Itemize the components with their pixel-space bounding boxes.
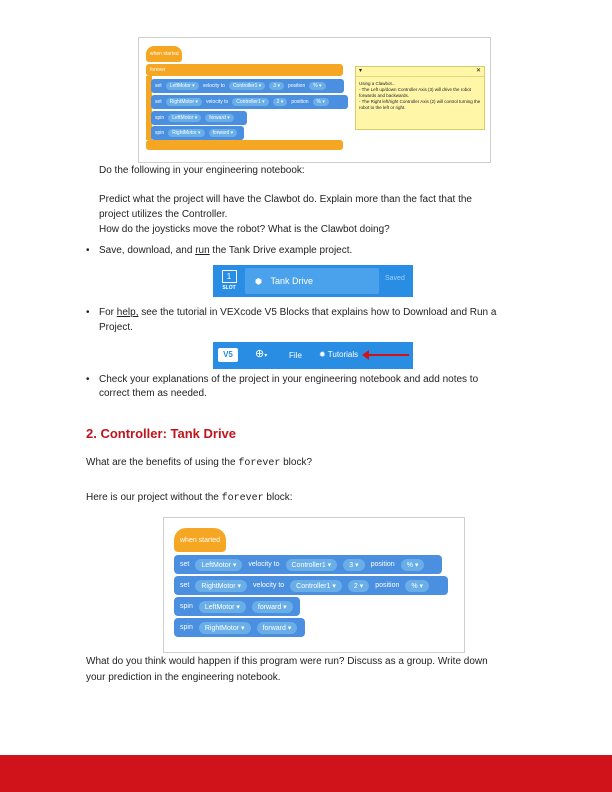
save-pre: Save, download, and bbox=[99, 245, 196, 256]
op: spin bbox=[155, 130, 165, 136]
motor-dropdown: LeftMotor ▾ bbox=[195, 559, 242, 571]
check-line-1: Check your explanations of the project in your engineering notebook and add notes to bbox=[99, 374, 479, 385]
help-bullet-line-1 bbox=[99, 305, 496, 320]
figure-no-forever-project bbox=[163, 517, 465, 653]
axis-dropdown: 2 ▾ bbox=[348, 580, 369, 592]
slot-number: 1 bbox=[222, 270, 237, 283]
unit-dropdown: % ▾ bbox=[313, 98, 329, 106]
set-right-velocity-block bbox=[174, 576, 448, 595]
axis-dropdown: 3 ▾ bbox=[269, 82, 284, 90]
word: velocity to bbox=[206, 99, 229, 105]
forever-label: forever bbox=[150, 67, 166, 73]
motor-dropdown: LeftMotor ▾ bbox=[168, 114, 201, 122]
word: velocity to bbox=[202, 83, 225, 89]
pointer-arrowhead-icon bbox=[362, 350, 369, 360]
check-line-2: correct them as needed. bbox=[99, 388, 207, 399]
spin-left-block bbox=[151, 111, 247, 125]
controller-dropdown: Controller1 ▾ bbox=[229, 82, 265, 90]
tutorials-label: Tutorials bbox=[327, 350, 359, 359]
op: set bbox=[180, 561, 190, 568]
when-started-block bbox=[146, 46, 182, 62]
help-bullet-line-2: Project. bbox=[99, 322, 133, 333]
help-link[interactable]: help, bbox=[116, 307, 139, 318]
motor-dropdown: LeftMotor ▾ bbox=[199, 601, 246, 613]
op: spin bbox=[180, 624, 193, 631]
set-left-velocity-block bbox=[151, 79, 344, 93]
q1-code: forever bbox=[238, 458, 281, 469]
vexcode-toolbar bbox=[213, 342, 413, 369]
q2-pre: Here is our project without the bbox=[86, 492, 222, 503]
tutorials-button[interactable] bbox=[319, 350, 358, 359]
predict-line-2: project utilizes the Controller. bbox=[99, 209, 228, 220]
motor-dropdown: RightMotor ▾ bbox=[166, 98, 202, 106]
project-name: Tank Drive bbox=[270, 276, 314, 286]
word: velocity to bbox=[253, 582, 285, 589]
motor-dropdown: LeftMotor ▾ bbox=[166, 82, 199, 90]
q1-post: block? bbox=[280, 457, 313, 468]
save-post: the Tank Drive example project. bbox=[209, 245, 353, 256]
controller-dropdown: Controller1 ▾ bbox=[232, 98, 268, 106]
direction-dropdown: forward ▾ bbox=[252, 601, 293, 613]
q2-code: forever bbox=[221, 493, 264, 504]
when-started-label: when started bbox=[180, 536, 221, 544]
bullet-dot: • bbox=[86, 307, 90, 318]
spin-right-block bbox=[174, 618, 305, 637]
hex-icon: ⬢ bbox=[255, 277, 262, 286]
collapse-icon: ▾ bbox=[359, 68, 363, 74]
run-link[interactable]: run bbox=[195, 245, 210, 256]
q2-post: block: bbox=[263, 492, 293, 503]
when-started-block bbox=[174, 528, 226, 552]
motor-dropdown: RightMotor ▾ bbox=[199, 622, 251, 634]
when-started-label: when started bbox=[150, 51, 179, 57]
bullet-dot: • bbox=[86, 245, 90, 256]
slot-selector[interactable] bbox=[217, 268, 241, 294]
project-name-field[interactable] bbox=[245, 268, 379, 294]
set-left-velocity-block bbox=[174, 555, 442, 574]
op: set bbox=[155, 99, 162, 105]
direction-dropdown: forward ▾ bbox=[209, 129, 238, 137]
question-forever-benefits bbox=[86, 455, 312, 471]
help-pre: For bbox=[99, 307, 117, 318]
slot-bar bbox=[213, 265, 413, 297]
op: set bbox=[180, 582, 190, 589]
unit-dropdown: % ▾ bbox=[309, 82, 325, 90]
predict-line-3: How do the joysticks move the robot? What is the Clawbot doing? bbox=[99, 224, 390, 235]
spin-left-block bbox=[174, 597, 300, 616]
help-post: see the tutorial in VEXcode V5 Blocks that explains how to Download and Run a bbox=[138, 307, 497, 318]
position-word: position bbox=[370, 561, 395, 568]
controller-dropdown: Controller1 ▾ bbox=[286, 559, 338, 571]
comment-note bbox=[355, 66, 485, 130]
motor-dropdown: RightMotor ▾ bbox=[195, 580, 247, 592]
save-bullet-text bbox=[99, 243, 352, 258]
close-icon: ✕ bbox=[475, 68, 481, 74]
forever-block bbox=[146, 64, 343, 76]
pointer-arrow-icon bbox=[367, 354, 409, 356]
slot-label: SLOT bbox=[222, 285, 236, 291]
project-without-forever bbox=[86, 490, 293, 506]
axis-dropdown: 2 ▾ bbox=[273, 98, 288, 106]
final-question-line-1: What do you think would happen if this program were run? Discuss as a group. Write down bbox=[86, 656, 488, 667]
position-word: position bbox=[375, 582, 400, 589]
file-menu[interactable]: File bbox=[289, 351, 302, 360]
direction-dropdown: forward ▾ bbox=[257, 622, 298, 634]
direction-dropdown: forward ▾ bbox=[205, 114, 234, 122]
axis-dropdown: 3 ▾ bbox=[343, 559, 364, 571]
controller-dropdown: Controller1 ▾ bbox=[290, 580, 342, 592]
op: set bbox=[155, 83, 162, 89]
position-word: position bbox=[291, 99, 309, 105]
position-word: position bbox=[287, 83, 306, 89]
chevron-down-icon: ▾ bbox=[264, 353, 268, 359]
lightbulb-icon: ✹ bbox=[319, 350, 326, 359]
motor-dropdown: RightMotor ▾ bbox=[168, 129, 204, 137]
section-heading: 2. Controller: Tank Drive bbox=[86, 426, 237, 441]
comment-header bbox=[356, 67, 484, 77]
v5-logo: V5 bbox=[218, 348, 238, 362]
unit-dropdown: % ▾ bbox=[405, 580, 429, 592]
op: spin bbox=[155, 115, 165, 121]
op: spin bbox=[180, 603, 193, 610]
forever-footer bbox=[146, 140, 343, 150]
final-question-line-2: your prediction in the engineering notebook. bbox=[86, 672, 281, 683]
unit-dropdown: % ▾ bbox=[401, 559, 425, 571]
predict-line-1: Predict what the project will have the Clawbot do. Explain more than the fact that the bbox=[99, 194, 472, 205]
figure-forever-project bbox=[138, 37, 491, 163]
spin-right-block bbox=[151, 126, 244, 140]
set-right-velocity-block bbox=[151, 95, 348, 109]
intro-text: Do the following in your engineering notebook: bbox=[99, 165, 305, 176]
comment-text: Using a Clawbot... - The Left up/down Controller Axis (3) will drive the robot forwards and backwards. - The Right left/right Controller Axis (2) will control turning the robot to the left or right. bbox=[359, 81, 481, 110]
word: velocity to bbox=[248, 561, 280, 568]
q1-pre: What are the benefits of using the bbox=[86, 457, 239, 468]
footer-bar bbox=[0, 755, 612, 792]
bullet-dot: • bbox=[86, 374, 90, 385]
globe-icon[interactable]: ⊕▾ bbox=[255, 348, 268, 360]
saved-status: Saved bbox=[385, 275, 405, 282]
